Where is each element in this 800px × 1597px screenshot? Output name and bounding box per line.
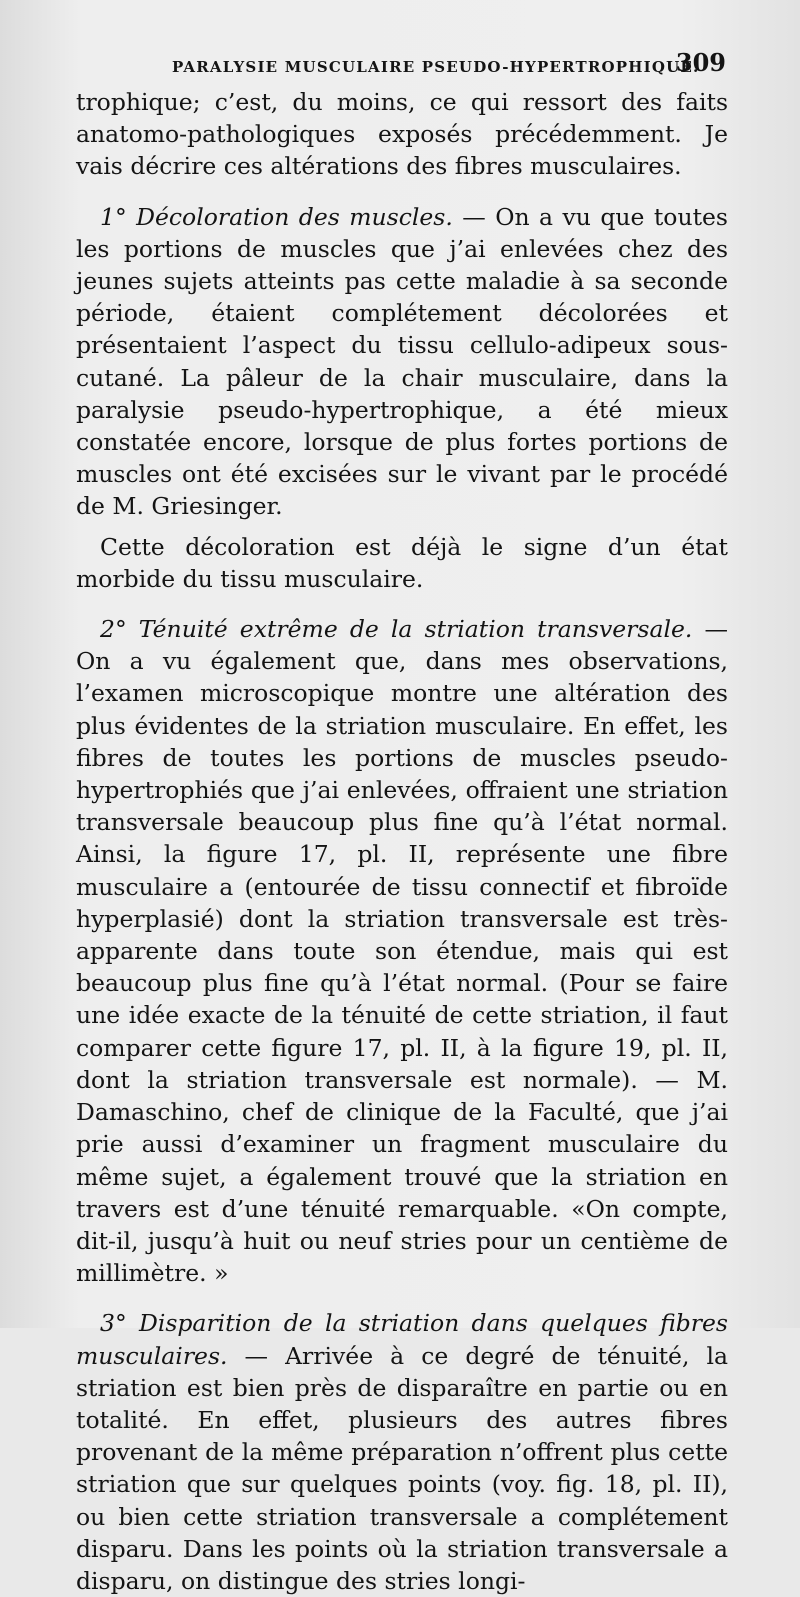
page-header [74,46,726,80]
paragraph-text: Cette décoloration est déjà le signe d’un état morbide du tissu musculaire. [76,532,728,593]
section-heading-disparition: 3° Disparition de la striation dans quelques fibres musculaires. [76,1309,728,1370]
running-title: PARALYSIE MUSCULAIRE PSEUDO-HYPERTROPHIQUE. [172,58,700,76]
paragraph-text: — On a vu que toutes les portions de muscles que j’ai enlevées chez des jeunes sujets atteints pas cette maladie à sa seconde période, étaient complétement décolorées et présentaient l’aspect du tissu cellulo-adipeux sous-cutané. La pâleur de la chair musculaire, dans la paralysie pseudo-hypertrophique, a été mieux constatée encore, lorsque de plus fortes portions de muscles ont été excisées sur le vivant par le procédé de M. Griesinger. [76,202,728,521]
section-heading-tenuite: 2° Ténuité extrême de la striation transversale. [100,615,693,644]
body-text [76,86,728,1597]
paragraph-decoloration-note [76,531,728,595]
paragraph-text: — On a vu également que, dans mes observations, l’examen microscopique montre une altération des plus évidentes de la striation musculaire. En effet, les fibres de toutes les portions de muscles pseudo-hypertrophiés que j’ai enlevées, offraient une striation transversale beaucoup plus fine qu’à l’état normal. Ainsi, la figure 17, pl. II, représente une fibre musculaire a (entourée de tissu connectif et fibroïde hyperplasié) dont la striation transversale est très-apparente dans toute son étendue, mais qui est beaucoup plus fine qu’à l’état normal. (Pour se faire une idée exacte de la ténuité de cette striation, il faut comparer cette figure 17, pl. II, à la figure 19, pl. II, dont la striation transversale est normale). — M. Damaschino, chef de clinique de la Faculté, que j’ai prie aussi d’examiner un fragment musculaire du même sujet, a également trouvé que la striation en travers est d’une ténuité remarquable. «On compte, dit-il, jusqu’à huit ou neuf stries pour un centième de millimètre. » [76,615,728,1288]
paragraph-disparition [76,1307,728,1597]
paragraph-decoloration [76,201,728,523]
section-heading-decoloration: 1° Décoloration des muscles. [100,202,453,231]
paragraph-text: — Arrivée à ce degré de ténuité, la striation est bien près de disparaître en partie ou en totalité. En effet, plusieurs des autres fibres provenant de la même préparation n’offrent plus cette striation que sur quelques points (voy. fig. 18, pl. II), ou bien cette striation transversale a complétement disparu. Dans les points où la striation transversale a disparu, on distingue des stries longi- [76,1341,728,1595]
paragraph-tenuite [76,613,728,1289]
page-number: 309 [675,48,726,77]
paragraph-intro [76,86,728,183]
paragraph-text: trophique; c’est, du moins, ce qui ressort des faits anatomo-pathologiques exposés précédemment. Je vais décrire ces altérations des fibres musculaires. [76,88,728,181]
